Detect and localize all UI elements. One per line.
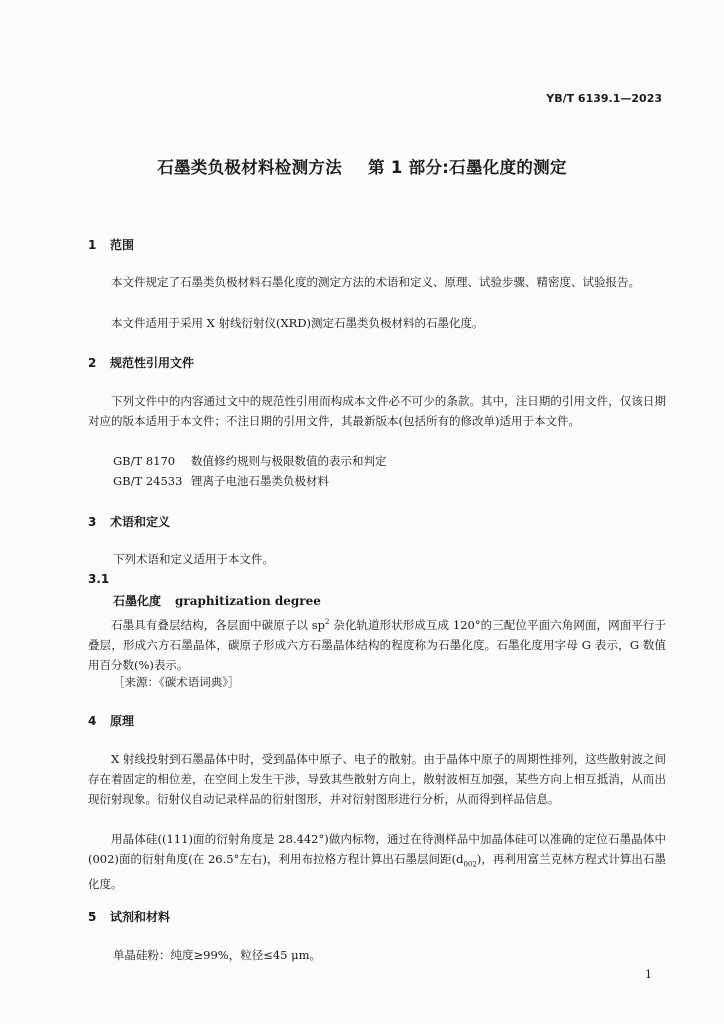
section-title: 试剂和材料	[110, 910, 171, 924]
paragraph-part: 用晶体硅((111)面的衍射角度是 28.442°)做内标物，通过在待测样品中加晶体硅可以准确的定位石墨晶体中(002)面的衍射角度(在 26.5°左右)，利用布拉格方程计算出石墨层间距(d	[88, 832, 666, 866]
reference-code: GB/T 24533	[113, 474, 183, 488]
section-title: 范围	[110, 238, 135, 252]
term-number: 3.1	[88, 572, 110, 586]
section-5-paragraph-1: 单晶硅粉：纯度≥99%，粒径≤45 μm。	[113, 948, 321, 962]
definition-part: 杂化轨道形状形成互成 120°的三配位平面六角网面，网面平行于叠层，形成六方石墨晶体，碳原子形成六方石墨晶体结构的程度称为石墨化度。石墨化度用字母 G 表示，G 数值用百分数(%)表示。	[88, 617, 666, 672]
term-definition	[88, 612, 666, 675]
section-title: 规范性引用文件	[110, 356, 195, 370]
section-title: 术语和定义	[110, 515, 171, 529]
definition-part: 石墨具有叠层结构，各层面中碳原子以 sp	[111, 617, 326, 632]
normative-reference	[113, 471, 329, 491]
section-number: 5	[88, 910, 97, 924]
superscript: 2	[325, 618, 330, 626]
section-4-paragraph-1: X 射线投射到石墨晶体中时，受到晶体中原子、电子的散射。由于晶体中原子的周期性排列，这些散射波之间存在着固定的相位差，在空间上发生干涉，导致其些散射方向上，散射波相互加强，某些方向上相互抵消，从而出现衍射现象。衍射仪自动记录样品的衍射图形，并对衍射图形进行分析，从而得到样品信息。	[88, 752, 666, 806]
reference-title: 数值修约规则与极限数值的表示和判定	[191, 454, 387, 468]
section-1-paragraph-2: 本文件适用于采用 X 射线衍射仪(XRD)测定石墨类负极材料的石墨化度。	[111, 316, 484, 330]
reference-title: 锂离子电池石墨类负极材料	[191, 474, 329, 488]
section-3-heading	[88, 513, 170, 530]
subscript: 002	[463, 860, 477, 869]
title-main: 石墨类负极材料检测方法	[157, 158, 343, 177]
section-number: 1	[88, 238, 97, 252]
term-source: ［来源：《碳术语词典》］	[113, 675, 240, 689]
section-number: 3	[88, 515, 97, 529]
section-2-heading	[88, 354, 194, 371]
section-number: 2	[88, 356, 97, 370]
term-english: graphitization degree	[175, 594, 321, 608]
section-4-heading	[88, 712, 134, 729]
term-entry	[113, 592, 321, 609]
section-1-paragraph-1: 本文件规定了石墨类负极材料石墨化度的测定方法的术语和定义、原理、试验步骤、精密度、试验报告。	[111, 275, 640, 289]
section-3-paragraph-1: 下列术语和定义适用于本文件。	[113, 552, 274, 566]
document-title	[0, 154, 724, 178]
section-1-heading	[88, 236, 134, 253]
section-number: 4	[88, 714, 97, 728]
paragraph-part: )，再利用富兰克林方程式计算出石墨化度。	[88, 852, 666, 892]
title-part: 第 1 部分:石墨化度的测定	[368, 158, 567, 177]
section-4-paragraph-2	[88, 829, 666, 894]
section-5-heading	[88, 908, 170, 925]
normative-reference	[113, 451, 387, 471]
section-2-paragraph-1: 下列文件中的内容通过文中的规范性引用而构成本文件必不可少的条款。其中，注日期的引用文件，仅该日期对应的版本适用于本文件；不注日期的引用文件，其最新版本(包括所有的修改单)适用于本文件。	[88, 394, 666, 428]
standard-code: YB/T 6139.1—2023	[546, 92, 662, 105]
reference-code: GB/T 8170	[113, 454, 176, 468]
page-number: 1	[645, 968, 652, 981]
term-chinese: 石墨化度	[113, 594, 162, 608]
section-title: 原理	[110, 714, 135, 728]
